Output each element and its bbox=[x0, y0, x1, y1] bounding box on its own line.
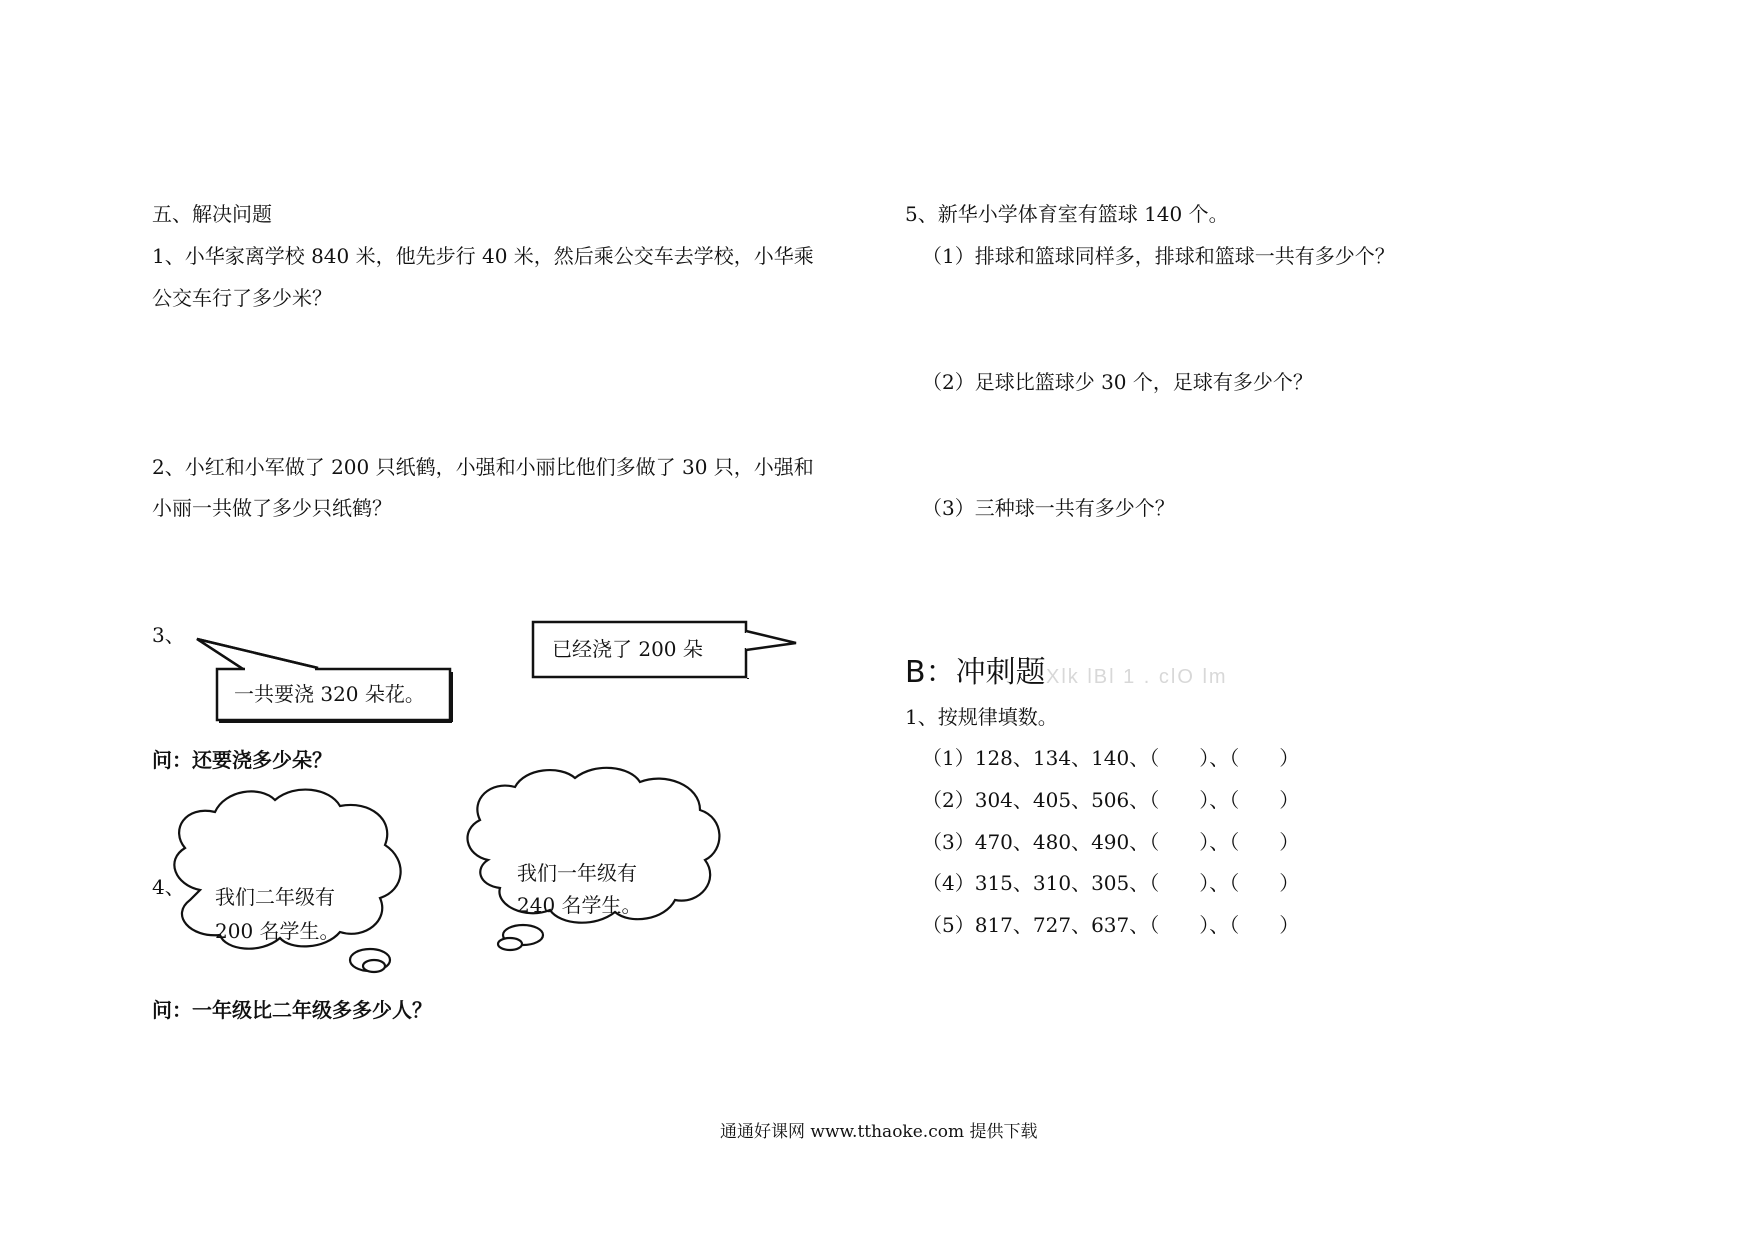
cloud-left bbox=[174, 790, 400, 972]
speech-bubble-total bbox=[197, 639, 450, 720]
bubble-done-text: 已经浇了 200 朵 bbox=[552, 637, 703, 661]
bubble-total-text: 一共要浇 320 朵花。 bbox=[234, 682, 425, 706]
section-five-heading: 五、解决问题 bbox=[152, 202, 272, 226]
q2-line1: 2、小红和小军做了 200 只纸鹤，小强和小丽比他们多做了 30 只，小强和 bbox=[152, 455, 814, 479]
q3-question: 问：还要浇多少朵？ bbox=[152, 748, 332, 772]
cloud-right-line1: 我们一年级有 bbox=[517, 861, 637, 885]
watermark-text: Xlk lBl 1 . clO lm bbox=[1046, 666, 1228, 688]
section-b-q1-stem: 1、按规律填数。 bbox=[905, 705, 1058, 729]
cloud-right bbox=[468, 768, 720, 950]
cloud-left-line2: 200 名学生。 bbox=[215, 919, 340, 943]
sequence-row: （5）817、727、637、（ ）、（ ） bbox=[922, 913, 1300, 937]
sequence-row: （4）315、310、305、（ ）、（ ） bbox=[922, 871, 1300, 895]
cloud-left-line1: 我们二年级有 bbox=[215, 885, 335, 909]
q5-part3: （3）三种球一共有多少个？ bbox=[922, 496, 1175, 520]
q5-part2: （2）足球比篮球少 30 个，足球有多少个？ bbox=[922, 370, 1313, 394]
q4-number: 4、 bbox=[152, 875, 185, 899]
q5-stem: 5、新华小学体育室有篮球 140 个。 bbox=[905, 202, 1229, 226]
section-b-title: B：冲刺题 bbox=[905, 655, 1046, 690]
q5-part1: （1）排球和篮球同样多，排球和篮球一共有多少个？ bbox=[922, 244, 1395, 268]
page-footer: 通通好课网 www.tthaoke.com 提供下载 bbox=[720, 1122, 1038, 1142]
q1-line2: 公交车行了多少米？ bbox=[152, 286, 332, 310]
q3-number: 3、 bbox=[152, 623, 185, 647]
q2-line2: 小丽一共做了多少只纸鹤？ bbox=[152, 496, 392, 520]
q4-question: 问：一年级比二年级多多少人？ bbox=[152, 998, 432, 1022]
cloud-right-line2: 240 名学生。 bbox=[517, 893, 642, 917]
sequence-row: （3）470、480、490、（ ）、（ ） bbox=[922, 830, 1300, 854]
q1-line1: 1、小华家离学校 840 米，他先步行 40 米，然后乘公交车去学校，小华乘 bbox=[152, 244, 814, 268]
sequence-row: （2）304、405、506、（ ）、（ ） bbox=[922, 788, 1300, 812]
sequence-row: （1）128、134、140、（ ）、（ ） bbox=[922, 746, 1300, 770]
